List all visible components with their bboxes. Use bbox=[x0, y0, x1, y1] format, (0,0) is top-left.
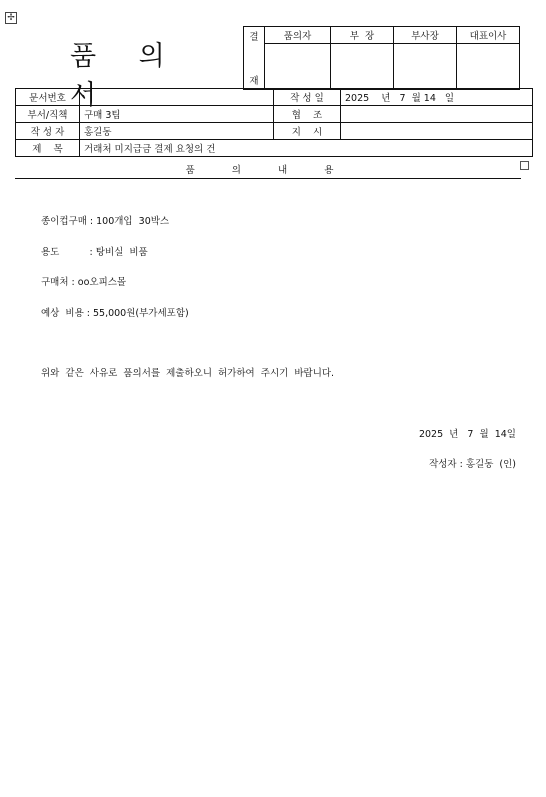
approval-table bbox=[243, 26, 520, 90]
approval-sign-ceo[interactable] bbox=[457, 44, 520, 90]
body-line-vendor[interactable]: 구매처 : oo오피스몰 bbox=[41, 277, 127, 288]
instr-label: 지 시 bbox=[274, 123, 341, 140]
approval-side-top: 결 bbox=[249, 32, 259, 43]
approval-sign-drafter[interactable] bbox=[265, 44, 331, 90]
footer-signature[interactable]: 작성자 : 홍길동 (인) bbox=[429, 459, 516, 470]
table-move-handle-icon[interactable]: ✢ bbox=[5, 12, 17, 24]
date-label: 작 성 일 bbox=[274, 89, 341, 106]
doc-number-field[interactable] bbox=[80, 89, 274, 106]
body-line-item[interactable]: 종이컵구매 : 100개입 30박스 bbox=[41, 216, 170, 227]
document-title: 품 의 서 bbox=[70, 41, 182, 111]
subject-label: 제 목 bbox=[16, 140, 80, 157]
writer-label: 작 성 자 bbox=[16, 123, 80, 140]
table-resize-handle-icon[interactable] bbox=[520, 161, 529, 170]
writer-field[interactable]: 홍길동 bbox=[80, 123, 274, 140]
instr-field[interactable] bbox=[341, 123, 533, 140]
approval-role-manager: 부 장 bbox=[331, 27, 394, 44]
approval-role-vp: 부사장 bbox=[394, 27, 457, 44]
body-line-purpose[interactable]: 용도 : 탕비실 비품 bbox=[41, 247, 148, 258]
approval-side-bottom: 재 bbox=[249, 76, 259, 87]
approval-sign-vp[interactable] bbox=[394, 44, 457, 90]
coop-label: 협 조 bbox=[274, 106, 341, 123]
section-header: 품 의 내 용 bbox=[15, 164, 521, 179]
approval-role-ceo: 대표이사 bbox=[457, 27, 520, 44]
body-line-request[interactable]: 위와 같은 사유로 품의서를 제출하오니 허가하여 주시기 바랍니다. bbox=[41, 368, 335, 379]
body-line-cost[interactable]: 예상 비용 : 55,000원(부가세포함) bbox=[41, 308, 189, 319]
approval-side-label bbox=[244, 27, 265, 90]
approval-sign-manager[interactable] bbox=[331, 44, 394, 90]
subject-field[interactable]: 거래처 미지급금 결제 요청의 건 bbox=[80, 140, 533, 157]
info-table bbox=[15, 88, 533, 157]
footer-date[interactable]: 2025 년 7 월 14일 bbox=[418, 429, 516, 440]
dept-field[interactable]: 구매 3팀 bbox=[80, 106, 274, 123]
date-field[interactable]: 2025 년 7 월 14 일 bbox=[341, 89, 533, 106]
dept-label: 부서/직책 bbox=[16, 106, 80, 123]
approval-role-drafter: 품의자 bbox=[265, 27, 331, 44]
coop-field[interactable] bbox=[341, 106, 533, 123]
doc-number-label: 문서번호 bbox=[16, 89, 80, 106]
